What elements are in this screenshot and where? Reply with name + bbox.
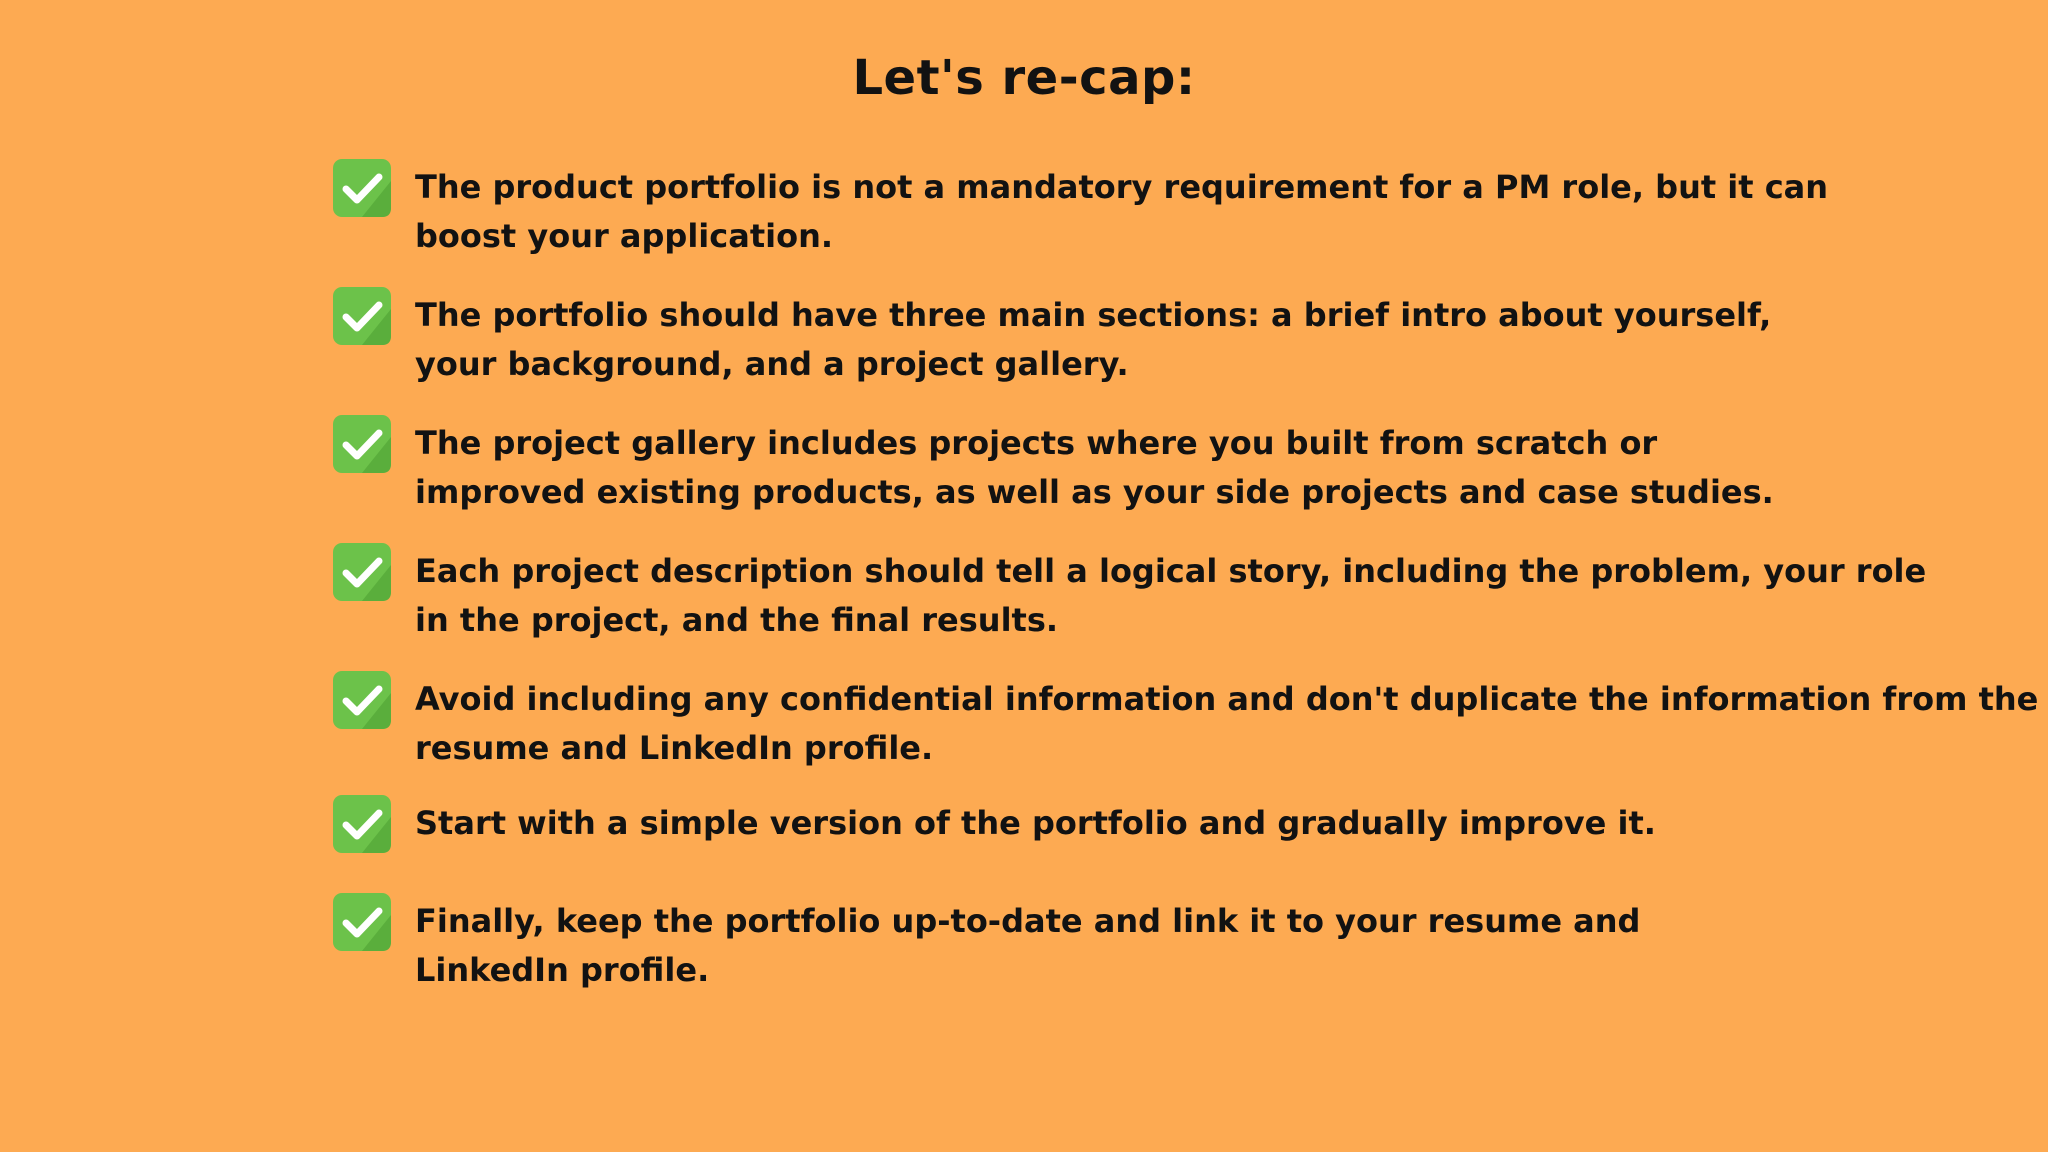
recap-item-line: Finally, keep the portfolio up-to-date and link it to your resume and	[415, 902, 1641, 940]
recap-item-line: in the project, and the final results.	[415, 601, 1059, 639]
recap-item-line: The product portfolio is not a mandatory requirement for a PM role, but it can	[415, 168, 1829, 206]
checkmark-icon	[333, 415, 391, 473]
checkmark-icon	[333, 159, 391, 217]
recap-item-line: The project gallery includes projects where you built from scratch or	[415, 424, 1658, 462]
checkmark-icon	[333, 893, 391, 951]
recap-item-text	[415, 419, 1774, 517]
recap-item-text	[415, 897, 1640, 995]
checkmark-icon	[333, 795, 391, 853]
recap-item-line: The portfolio should have three main sections: a brief intro about yourself,	[415, 296, 1772, 334]
recap-item-text	[415, 547, 1926, 645]
checkmark-icon	[333, 543, 391, 601]
slide-title: Let's re-cap:	[852, 50, 1196, 106]
recap-item-line: improved existing products, as well as your side projects and case studies.	[415, 473, 1774, 511]
recap-item-line: Each project description should tell a logical story, including the problem, your role	[415, 552, 1927, 590]
recap-item-line: boost your application.	[415, 217, 833, 255]
recap-item-line: LinkedIn profile.	[415, 951, 710, 989]
checkmark-icon	[333, 671, 391, 729]
recap-item-line: Start with a simple version of the portfolio and gradually improve it.	[415, 804, 1656, 842]
recap-item-text	[415, 291, 1771, 389]
recap-item-text	[415, 163, 1828, 261]
recap-item-line: resume and LinkedIn profile.	[415, 729, 934, 767]
recap-item-line: your background, and a project gallery.	[415, 345, 1129, 383]
recap-item-text	[415, 799, 1656, 848]
checkmark-icon	[333, 287, 391, 345]
recap-item-line: Avoid including any confidential information and don't duplicate the information from the	[415, 680, 2039, 718]
recap-item-text	[415, 675, 2038, 773]
